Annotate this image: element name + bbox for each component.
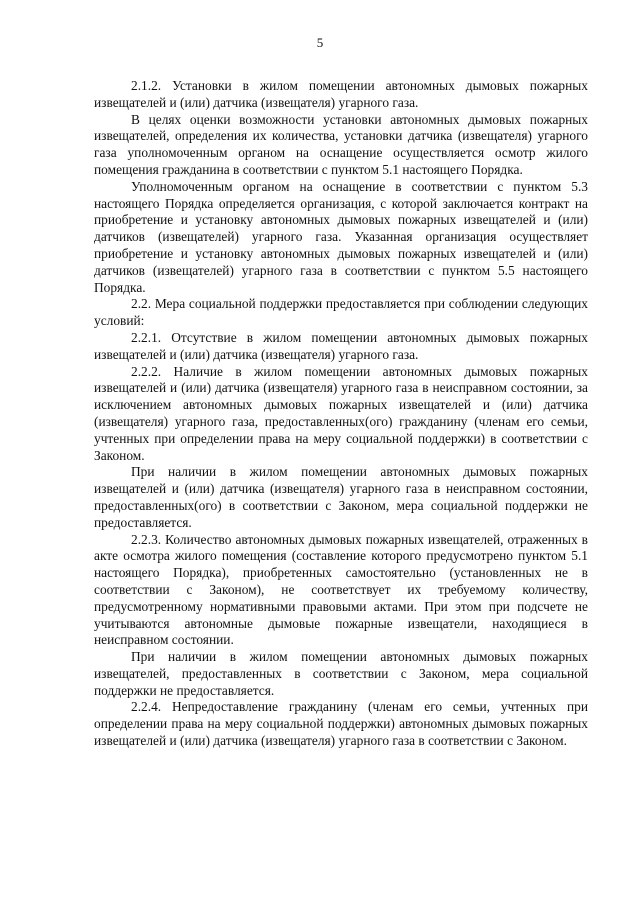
paragraph-2-1-2: 2.1.2. Установки в жилом помещении автономных дымовых пожарных извещателей и (или) датчика (извещателя) угарного газа. <box>94 78 588 110</box>
page-number: 5 <box>316 35 324 50</box>
paragraph-2-2-1: 2.2.1. Отсутствие в жилом помещении автономных дымовых пожарных извещателей и (или) датчика (извещателя) угарного газа. <box>94 329 588 362</box>
paragraph-contract: Уполномоченным органом на оснащение в соответствии с пунктом 5.3 настоящего Порядка определяется организация, с которой заключается контракт на приобретение и установку автономных дымовых пожарных извещателей и (или) датчиков (извещателей) угарного газа. Указанная организация осуществляет приобретение и установку автономных дымовых пожарных извещателей и (или) датчиков (извещателей) угарного газа в соответствии с пунктом 5.5 настоящего Порядка. <box>94 178 588 295</box>
paragraph-2-2-3: 2.2.3. Количество автономных дымовых пожарных извещателей, отраженных в акте осмотра жилого помещения (составление которого предусмотрено пунктом 5.1 настоящего Порядка), приобретенных самостоятельно (установленных не в соответствии с Законом), не соответствует их требуемому количеству, предусмотренному нормативными правовыми актами. При этом при подсчете не учитываются автономные дымовые пожарные извещатели, находящиеся в неисправном состоянии. <box>94 531 588 648</box>
paragraph-faulty-provided: При наличии в жилом помещении автономных дымовых пожарных извещателей и (или) датчика (извещателя) угарного газа в неисправном состоянии, предоставленных(ого) в соответствии с Законом, мера социальной поддержки не предоставляется. <box>94 464 588 530</box>
paragraph-2-2-4: 2.2.4. Непредоставление гражданину (членам его семьи, учтенных при определении права на меру социальной поддержки) автономных дымовых пожарных извещателей и (или) датчика (извещателя) угарного газа в соответствии с Законом. <box>94 699 588 749</box>
paragraph-2-2: 2.2. Мера социальной поддержки предоставляется при соблюдении следующих условий: <box>94 296 588 329</box>
paragraph-provided-detectors: При наличии в жилом помещении автономных дымовых пожарных извещателей, предоставленных в соответствии с Законом, мера социальной поддержки не предоставляется. <box>94 649 588 698</box>
paragraph-2-2-2: 2.2.2. Наличие в жилом помещении автономных дымовых пожарных извещателей и (или) датчика (извещателя) угарного газа в неисправном состоянии, за исключением автономных дымовых пожарных извещателей и (или) датчика (извещателя) угарного газа, предоставленных(ого) гражданину (членам его семьи, учтенных при определении права на меру социальной поддержки) в соответствии с Законом. <box>94 363 588 463</box>
document-body <box>94 78 588 750</box>
paragraph-inspection: В целях оценки возможности установки автономных дымовых пожарных извещателей, определения их количества, установки датчика (извещателя) угарного газа уполномоченным органом на оснащение осуществляется осмотр жилого помещения гражданина в соответствии с пунктом 5.1 настоящего Порядка. <box>94 111 588 177</box>
